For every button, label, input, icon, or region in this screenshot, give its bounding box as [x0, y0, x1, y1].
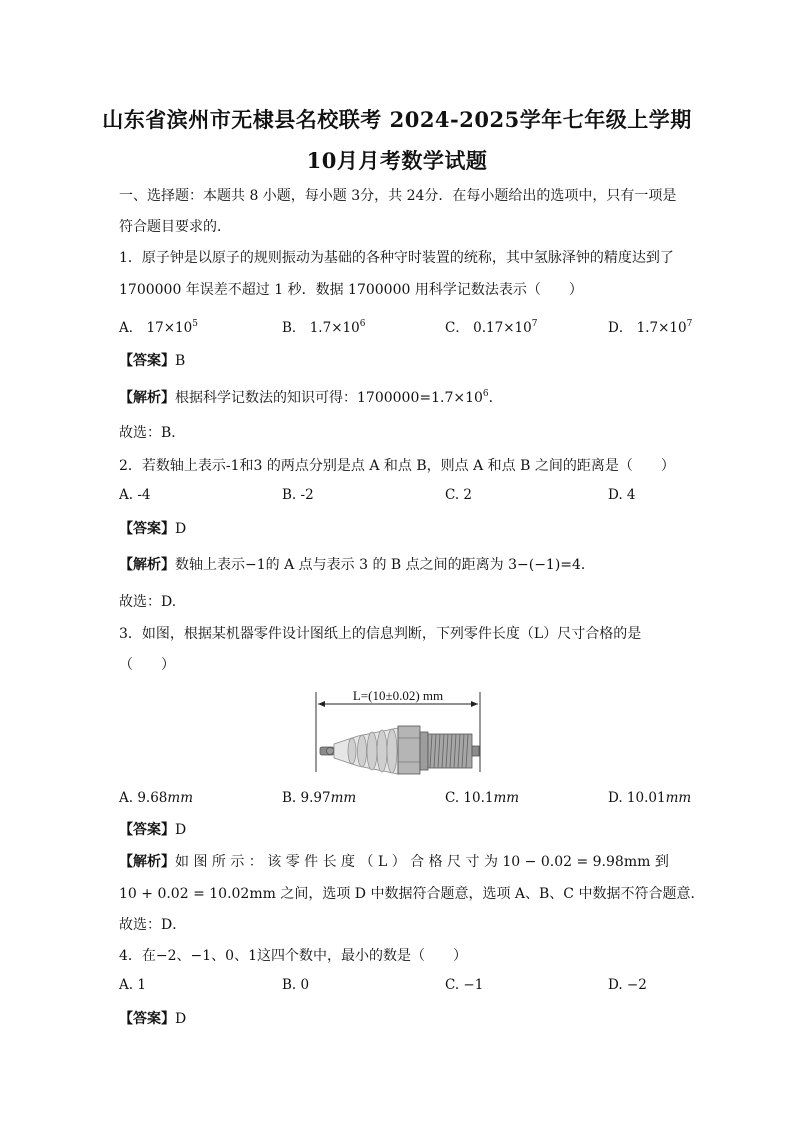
page-title-line2: 10月月考数学试题 — [306, 148, 488, 173]
q3-option-b: B. 9.97mm — [282, 790, 357, 806]
q4-option-a: A. 1 — [119, 977, 146, 993]
q3-option-c: C. 10.1mm — [445, 790, 520, 806]
q1-analysis: 【解析】根据科学记数法的知识可得：$1700000=1.7\times 10^6$． — [119, 389, 503, 406]
question-1-line2: 1700000 年误差不超过 1 秒．数据 1700000 用科学记数法表示（ ） — [119, 282, 583, 298]
question-3-line2: （ ） — [119, 657, 175, 673]
q4-option-d: D. −2 — [608, 977, 647, 993]
question-1-line1: 1．原子钟是以原子的规则振动为基础的各种守时装置的统称，其中氢脉泽钟的精度达到了 — [119, 250, 674, 266]
question-2: 2．若数轴上表示-1和3 的两点分别是点 A 和点 B，则点 A 和点 B 之间的距离是（ ） — [119, 458, 675, 474]
q2-answer: 【答案】D — [119, 521, 187, 537]
q2-option-d: D. 4 — [608, 487, 636, 503]
q3-analysis-line1: 【解析】如 图 所 示 ： 该 零 件 长 度 （ L ） 合 格 尺 寸 为 10 − 0.02 = 9.98mm 到 — [119, 854, 669, 870]
q4-option-b: B. 0 — [282, 977, 310, 993]
q2-option-c: C. 2 — [445, 487, 473, 503]
section-heading-cont: 符合题目要求的． — [119, 219, 231, 235]
spark-plug-figure — [308, 684, 488, 776]
q2-analysis: 【解析】数轴上表示−1的 A 点与表示 3 的 B 点之间的距离为 3−(−1)=4． — [119, 557, 595, 573]
question-4: 4．在−2、−1、0、1这四个数中，最小的数是（ ） — [119, 948, 467, 964]
q1-conclusion: 故选：B． — [119, 425, 186, 441]
q4-option-c: C. −1 — [445, 977, 484, 993]
q2-conclusion: 故选：D. — [119, 594, 177, 610]
q1-option-b: B． $1.7\times 10^6$ — [282, 319, 366, 336]
q3-option-d: D. 10.01mm — [608, 790, 692, 806]
question-2-options — [119, 487, 679, 507]
q1-option-a: A． $17\times 10^5$ — [119, 319, 198, 336]
page-title-line1: 山东省滨州市无棣县名校联考 2024-2025学年七年级上学期 — [102, 107, 692, 132]
q2-option-a: A. -4 — [119, 487, 151, 503]
q3-option-a: A. 9.68mm — [119, 790, 193, 806]
q3-answer: 【答案】D — [119, 822, 187, 838]
q4-answer: 【答案】D — [119, 1011, 187, 1027]
q1-option-d: D． $1.7\times 10^7$ — [608, 319, 693, 336]
section-heading: 一、选择题：本题共 8 小题，每小题 3分，共 24分．在每小题给出的选项中，只有一项是 — [119, 188, 677, 204]
question-4-options — [119, 977, 679, 997]
question-1-options — [119, 316, 693, 336]
q1-answer: 【答案】B — [119, 353, 186, 369]
question-3-line1: 3．如图，根据某机器零件设计图纸上的信息判断，下列零件长度（L）尺寸合格的是 — [119, 626, 642, 642]
q3-analysis-line2: 10 + 0.02 = 10.02mm 之间，选项 D 中数据符合题意，选项 A、B、C 中数据不符合题意． — [119, 886, 705, 902]
question-3-options — [119, 790, 692, 810]
q1-option-c: C． $0.17\times 10^7$ — [445, 319, 538, 336]
dimension-label: L=(10±0.02) mm — [352, 688, 444, 703]
q3-conclusion: 故选：D． — [119, 917, 187, 933]
q2-option-b: B. -2 — [282, 487, 314, 503]
